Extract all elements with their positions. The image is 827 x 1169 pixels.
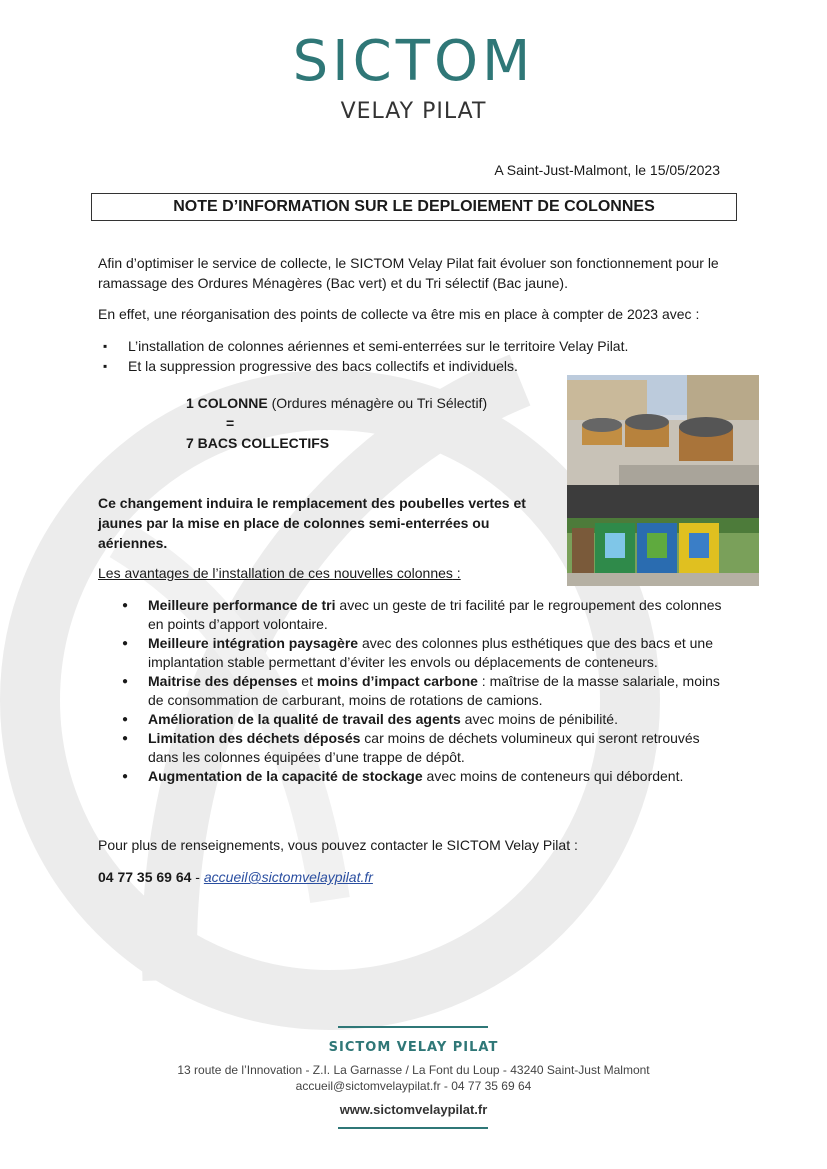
email-link[interactable]: accueil@sictomvelaypilat.fr (203, 869, 373, 885)
advantage-bold: Meilleure intégration paysagère (148, 635, 359, 651)
advantage-bold: Amélioration de la qualité de travail des agents (148, 711, 461, 727)
advantage-text: : maîtrise de la masse salariale, moins de consommation de carburant, moins de rotations de camions. (148, 673, 720, 708)
equivalence-left-rest: (Ordures ménagère ou Tri Sélectif) (267, 395, 488, 411)
list-item: ▪ L’installation de colonnes aériennes et semi-enterrées sur le territoire Velay Pilat. (98, 336, 718, 356)
document-title: NOTE D’INFORMATION SUR LE DEPLOIEMENT DE COLONNES (91, 193, 737, 221)
list-item (98, 596, 728, 634)
logo-name: SICTOM (292, 29, 535, 94)
advantage-text: avec un geste de tri facilité par le regroupement des colonnes en points d’apport volontaire. (148, 597, 722, 632)
contact-paragraph: Pour plus de renseignements, vous pouvez contacter le SICTOM Velay Pilat : (98, 837, 578, 853)
logo-subtitle: VELAY PILAT (340, 99, 487, 124)
advantage-mid: et (297, 673, 317, 689)
letter-date: A Saint-Just-Malmont, le 15/05/2023 (494, 162, 720, 178)
advantage-bold-2: moins d’impact carbone (316, 673, 478, 689)
footer-website: www.sictomvelaypilat.fr (339, 1102, 488, 1117)
footer-top-divider (338, 1026, 488, 1028)
advantages-list (98, 596, 728, 786)
advantage-text: car moins de déchets volumineux qui seront retrouvés dans les colonnes équipées d’une trappe de dépôt. (148, 730, 700, 765)
list-item (98, 729, 728, 767)
list-item (98, 767, 728, 786)
contact-line (98, 869, 373, 885)
advantage-bold: Maitrise des dépenses (148, 673, 298, 689)
logo (0, 30, 827, 126)
advantage-bold: Limitation des déchets déposés (148, 730, 361, 746)
advantages-heading-colon: : (452, 565, 461, 581)
footer-address: 13 route de l’Innovation - Z.I. La Garnasse / La Font du Loup - 43240 Saint-Just Malmont (177, 1063, 650, 1077)
equivalence-left-bold: 1 COLONNE (186, 395, 268, 411)
footer-bottom-divider (338, 1127, 488, 1129)
equivalence-equals: = (226, 415, 235, 431)
advantages-heading (98, 565, 461, 581)
equivalence-block (186, 393, 487, 453)
advantage-bold: Augmentation de la capacité de stockage (148, 768, 423, 784)
advantage-text: avec des colonnes plus esthétiques que des bacs et une implantation stable permettant d’éviter les envols ou déplacements de conteneurs. (148, 635, 713, 670)
advantages-heading-text: Les avantages de l’installation de ces nouvelles colonnes (98, 565, 453, 581)
equivalence-right: 7 BACS COLLECTIFS (186, 435, 330, 451)
list-item (98, 634, 728, 672)
phone-number: 04 77 35 69 64 (98, 869, 192, 885)
change-paragraph: Ce changement induira le remplacement des poubelles vertes et jaunes par la mise en place de colonnes semi-enterrées ou aériennes. (98, 495, 526, 551)
contact-separator: - (191, 869, 204, 885)
reorg-paragraph: En effet, une réorganisation des points de collecte va être mis en place à compter de 2023 avec : (98, 306, 700, 322)
advantage-text: avec moins de pénibilité. (460, 711, 618, 727)
intro-paragraph: Afin d’optimiser le service de collecte, le SICTOM Velay Pilat fait évoluer son fonctionnement pour le ramassage des Ordures Ménagères (Bac vert) et du Tri sélectif (Bac jaune). (98, 255, 719, 291)
footer-org-name: SICTOM VELAY PILAT (328, 1040, 499, 1055)
footer-mail-phone: accueil@sictomvelaypilat.fr - 04 77 35 69 64 (295, 1079, 532, 1093)
list-item: ▪ Et la suppression progressive des bacs collectifs et individuels. (98, 356, 718, 376)
list-item (98, 672, 728, 710)
photo-aerial-columns (567, 518, 759, 586)
list-item (98, 710, 728, 729)
advantage-text: avec moins de conteneurs qui débordent. (422, 768, 684, 784)
measures-list (98, 336, 718, 376)
advantage-bold: Meilleure performance de tri (148, 597, 336, 613)
photo-semi-buried-containers (567, 375, 759, 520)
